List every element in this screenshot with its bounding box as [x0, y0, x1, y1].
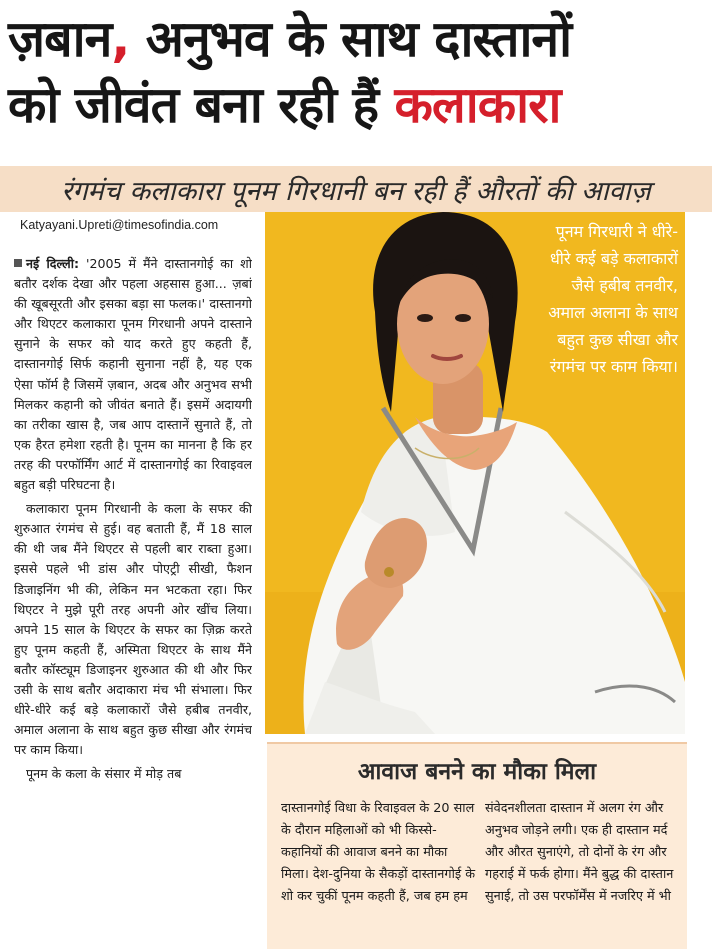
- article-paragraph-1-text: '2005 में मैंने दास्तानगोई का शो बतौर दर्शक देखा और पहला अहसास हुआ... ज़बां की खूबसूरती और इसका बड़ा सा फलक।' दास्तानगो और थिएटर कलाकारा पूनम गिरधानी अपने दास्ताने सुनाने के सफर को याद करते हुए कहती हैं, दास्तानगोई सिर्फ कहानी सुनाना नहीं है, यह एक ऐसा फॉर्म है जिसमें ज़बान, अदब और अनुभव सभी मिलकर कहानी को जीवंत बनाते हैं। इसमें अदायगी का तरीका खास है, जब आप दास्तानें सुनाते हैं, तो एक हैरत हमेशा रहती है। पूनम का मानना है कि हर तरह की परफॉर्मिंग आर्ट में दास्तानगोई का रिवाइवल बहुत बड़ी परिघटना है।: [14, 256, 252, 493]
- byline-email[interactable]: Katyayani.Upreti@timesofindia.com: [20, 218, 219, 232]
- article-paragraph-3: पूनम के कला के संसार में मोड़ तब: [26, 766, 182, 782]
- headline-line-1: [8, 6, 704, 72]
- headline-comma: ,: [111, 10, 130, 68]
- sidebar-title: आवाज बनने का मौका मिला: [357, 759, 597, 785]
- subheadline: रंगमंच कलाकारा पूनम गिरधानी बन रही हैं औरतों की आवाज़: [61, 175, 651, 207]
- article-paragraph-2: कलाकारा पूनम गिरधानी के कला के सफर की शुरुआत रंगमंच से हुई। वह बताती हैं, मैं 18 साल की थी जब मैंने थिएटर से पहली बार राब्ता हुआ। इससे पहले भी डांस और पोएट्री सीखी, फैशन डिजाइनिंग भी की, लेकिन मन भटकता रहा। फिर थिएटर ने मुझे पूरी तरह अपनी ओर खींच लिया। अपने 15 साल के थिएटर के सफर का ज़िक्र करते हुए पूनम कहती हैं, अस्मिता थिएटर के साथ मैंने बतौर कॉस्ट्यूम डिजाइनर शुरुआत की थी और फिर उसी के साथ बतौर अदाकारा मंच भी संभाला। फिर धीरे-धीरे कई बड़े कलाकारों जैसे हबीब तनवीर, अमाल अलाना के साथ बहुत कुछ सीखा और रंगमंच पर काम किया।: [14, 501, 252, 758]
- dateline: नई दिल्ली:: [26, 256, 79, 271]
- bullet-square-icon: [14, 259, 22, 267]
- article-paragraph-1: [14, 254, 252, 495]
- pull-quote: पूनम गिरधारी ने धीरे-धीरे कई बड़े कलाकारों जैसे हबीब तनवीर, अमाल अलाना के साथ बहुत कुछ सीखा और रंगमंच पर काम किया।: [548, 222, 678, 376]
- headline-accent-word: कलाकारा: [394, 76, 561, 134]
- sidebar-column-2: संवेदनशीलता दास्तान में अलग रंग और अनुभव जोड़ने लगी। एक ही दास्तान मर्द और औरत सुनाएंगे, तो दोनों के रंग और गहराई में फर्क होगा। मैंने बुद्ध की दास्तान सुनाई, तो उस परफॉर्मेंस में नजरिए में भी: [485, 801, 674, 904]
- subheadline-band: [0, 166, 712, 212]
- headline-line-2: [8, 72, 704, 138]
- sidebar-box: [267, 742, 687, 949]
- headline-word-zaban: ज़बान: [8, 10, 112, 68]
- headline-line2-text: को जीवंत बना रही हैं: [8, 76, 395, 134]
- article-body: [14, 254, 252, 949]
- sidebar-column-1: दास्तानगोई विधा के रिवाइवल के 20 साल के दौरान महिलाओं को भी किस्से-कहानियों की आवाज बनने का मौका मिला। देश-दुनिया के सैकड़ों दास्तानगोई के शो कर चुकीं पूनम कहती हैं, जब हम हम: [281, 801, 476, 904]
- headline-line1-rest: अनुभव के साथ दास्तानों: [129, 10, 572, 68]
- headline: [8, 6, 704, 138]
